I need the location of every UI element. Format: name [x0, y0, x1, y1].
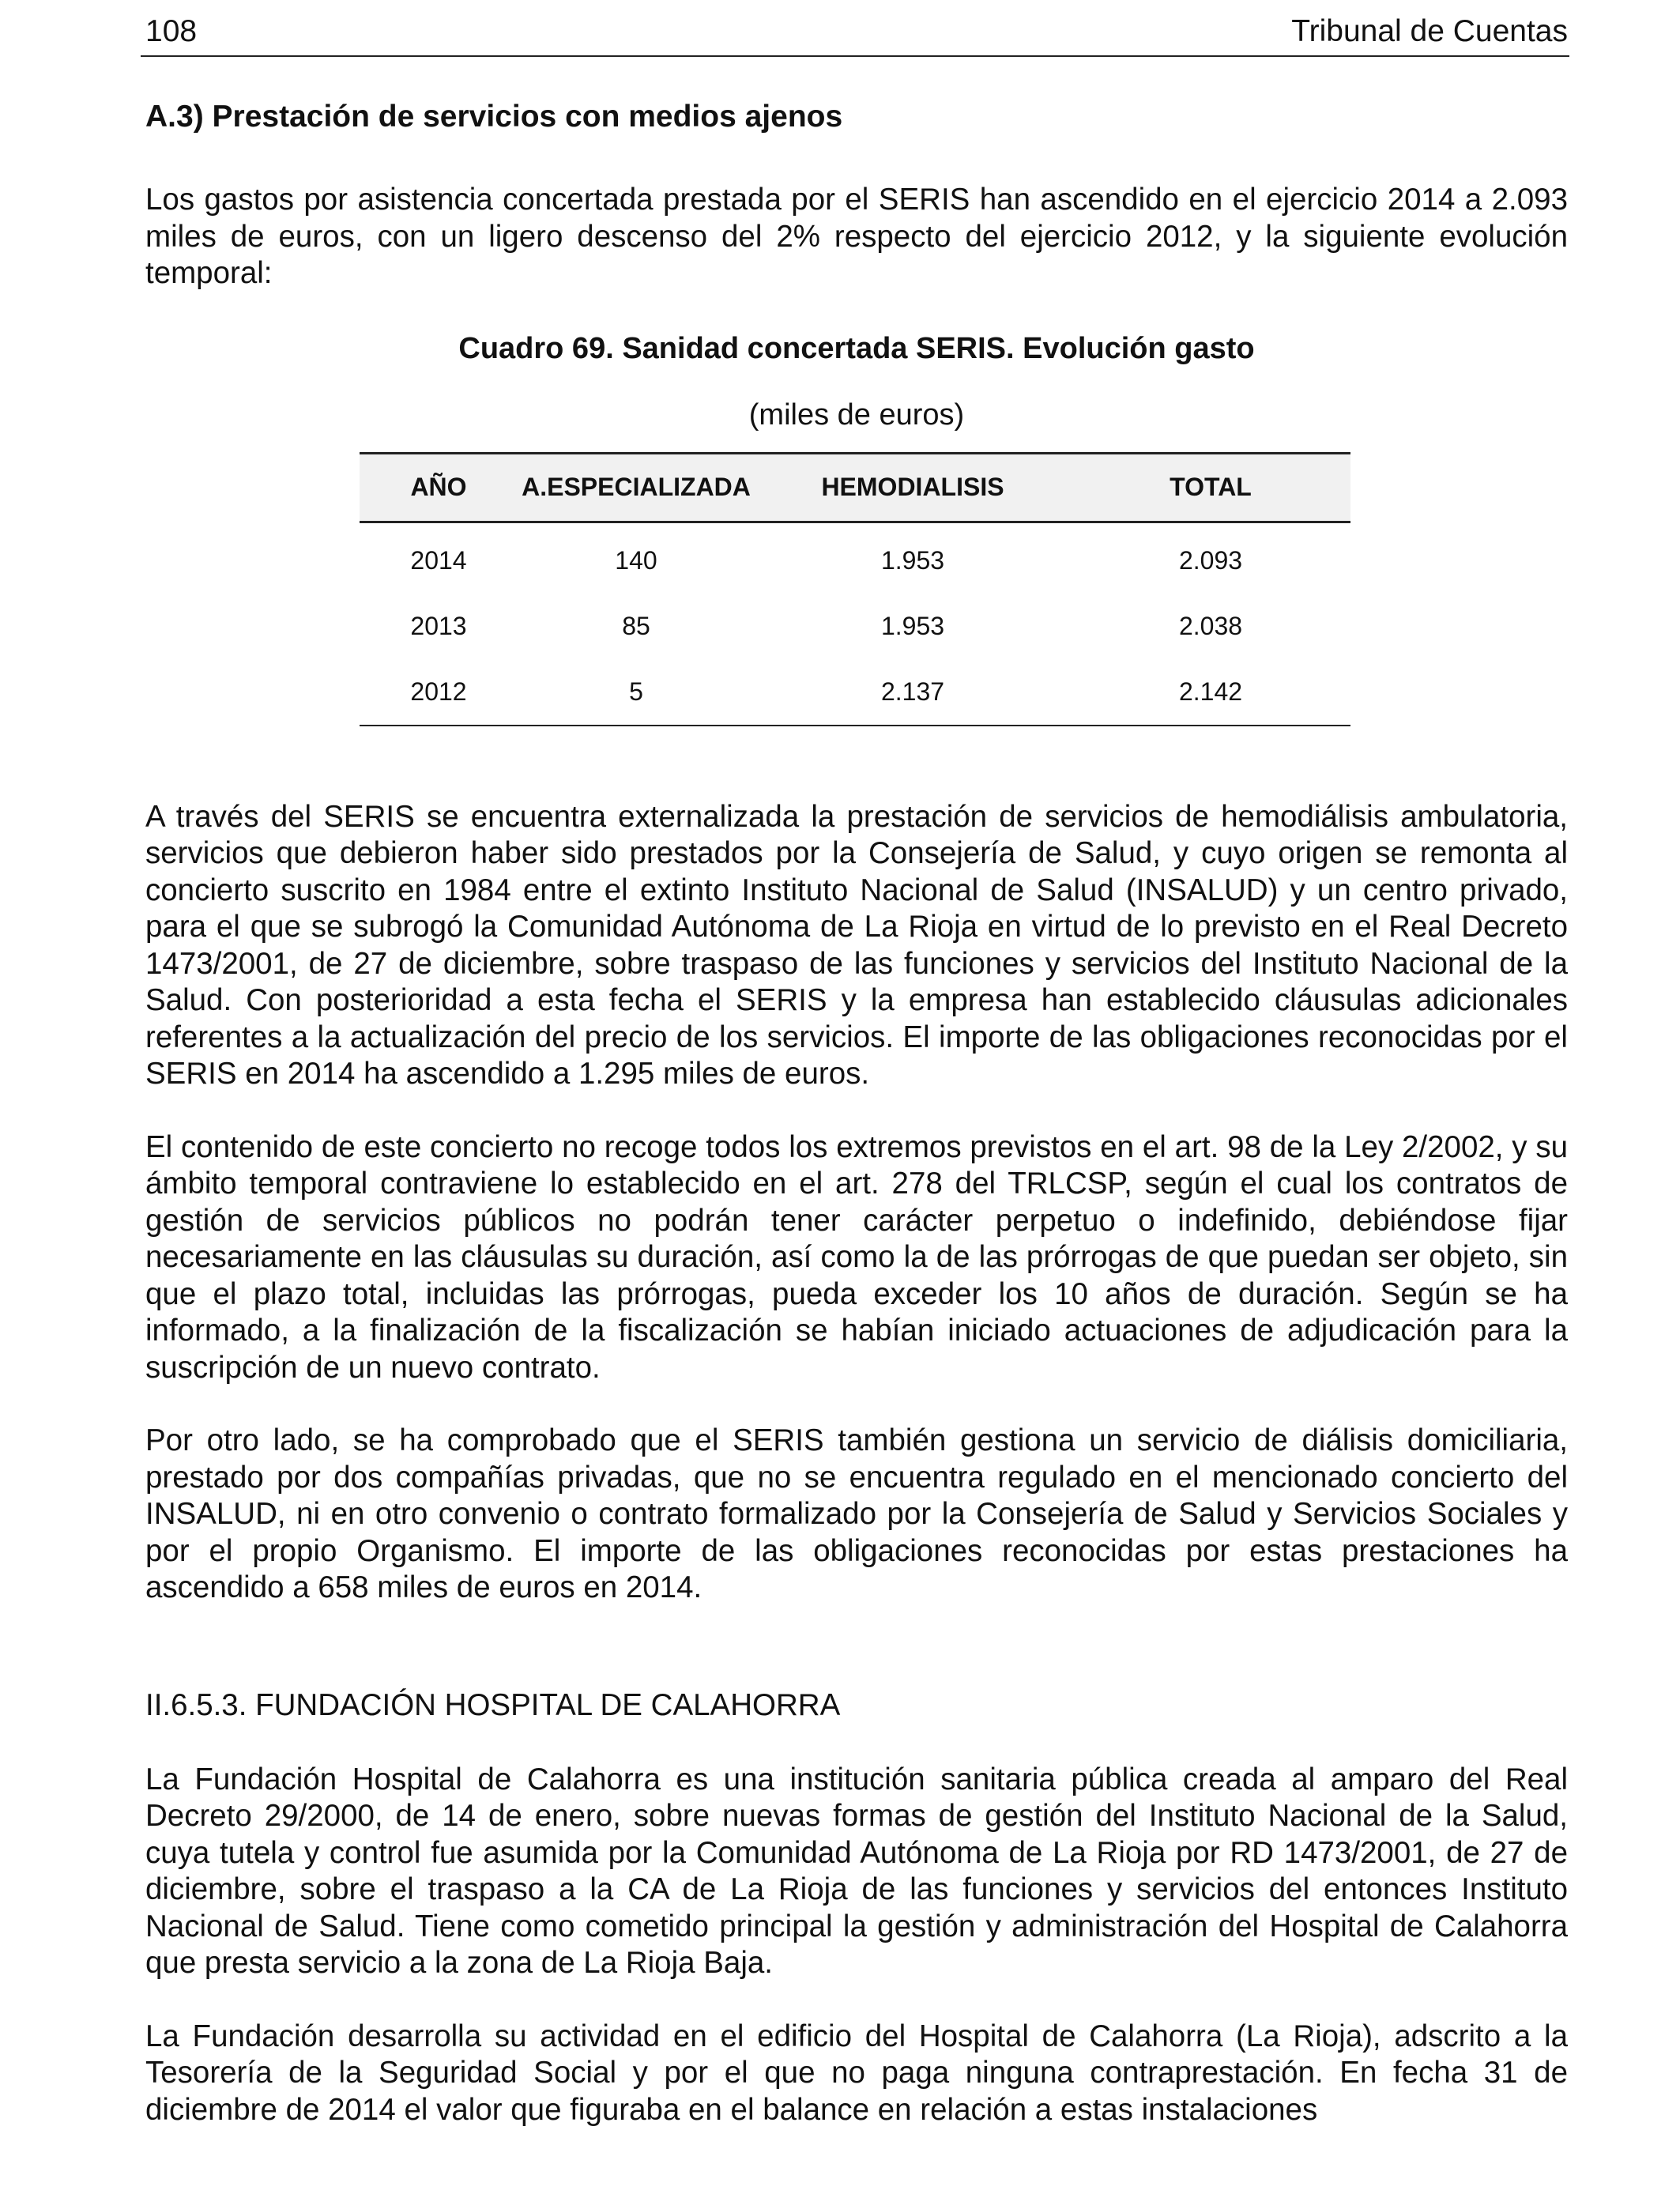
table-row [360, 659, 1350, 726]
header-year: AÑO [360, 453, 518, 522]
paragraph-hemodialysis: A través del SERIS se encuentra externalizada la prestación de servicios de hemodiálisis ambulatoria, servicios que debieron haber sido prestados por la Consejería de Salud, y cuyo origen se remonta al concierto suscrito en 1984 entre el extinto Instituto Nacional de Salud (INSALUD) y un centro privado, para el que se subrogó la Comunidad Autónoma de La Rioja en virtud de lo previsto en el Real Decreto 1473/2001, de 27 de diciembre, sobre traspaso de las funciones y servicios del Instituto Nacional de la Salud. Con posterioridad a esta fecha el SERIS y la empresa han establecido cláusulas adicionales referentes a la actualización del precio de los servicios. El importe de las obligaciones reconocidas por el SERIS en 2014 ha ascendido a 1.295 miles de euros. [145, 799, 1568, 1091]
page-content [145, 95, 1568, 2165]
cell-total: 2.038 [1178, 611, 1243, 640]
cell-year: 2012 [360, 659, 518, 726]
cell-hemodialysis: 2.137 [755, 659, 1071, 726]
subsection-heading: II.6.5.3. FUNDACIÓN HOSPITAL DE CALAHORRA [145, 1687, 841, 1722]
intro-paragraph: Los gastos por asistencia concertada prestada por el SERIS han ascendido en el ejercicio 2014 a 2.093 miles de euros, con un ligero descenso del 2% respecto del ejercicio 2012, y la siguiente evolución temporal: [145, 183, 1568, 290]
header-hemodialysis: HEMODIALISIS [755, 453, 1071, 522]
table-header-row [360, 453, 1350, 522]
header-specialized: A.ESPECIALIZADA [518, 453, 755, 522]
table-units: (miles de euros) [748, 398, 965, 432]
cell-total: 2.093 [1178, 545, 1243, 575]
cell-year: 2014 [410, 545, 467, 575]
cell-year: 2013 [410, 611, 467, 640]
paragraph-fundacion: La Fundación Hospital de Calahorra es una institución sanitaria pública creada al amparo del Real Decreto 29/2000, de 14 de enero, sobre nuevas formas de gestión del Instituto Nacional de la Salud, cuya tutela y control fue asumida por la Comunidad Autónoma de La Rioja por RD 1473/2001, de 27 de diciembre, sobre el traspaso a la CA de La Rioja de las funciones y servicios del entonces Instituto Nacional de Salud. Tiene como cometido principal la gestión y administración del Hospital de Calahorra que presta servicio a la zona de La Rioja Baja. [145, 1762, 1568, 1980]
cell-specialized: 5 [518, 659, 755, 726]
cell-hemodialysis: 1.953 [880, 611, 945, 640]
table-title: Cuadro 69. Sanidad concertada SERIS. Evolución gasto [458, 331, 1255, 365]
page-number: 108 [145, 14, 198, 48]
cell-specialized: 140 [615, 545, 657, 575]
table-row [360, 594, 1350, 659]
publication-name: Tribunal de Cuentas [1291, 14, 1568, 48]
cell-hemodialysis: 1.953 [880, 545, 945, 575]
expense-table [360, 452, 1350, 726]
section-title: A.3) Prestación de servicios con medios ajenos [145, 100, 843, 134]
header-total: TOTAL [1071, 453, 1350, 522]
page-header [141, 14, 1569, 57]
table-row [360, 522, 1350, 594]
paragraph-home-dialysis: Por otro lado, se ha comprobado que el SERIS también gestiona un servicio de diálisis domiciliaria, prestado por dos compañías privadas, que no se encuentra regulado en el mencionado concierto del INSALUD, ni en otro convenio o contrato formalizado por la Consejería de Salud y Servicios Sociales y por el propio Organismo. El importe de las obligaciones reconocidas por estas prestaciones ha ascendido a 658 miles de euros en 2014. [145, 1423, 1568, 1604]
cell-total: 2.142 [1071, 659, 1350, 726]
paragraph-concierto: El contenido de este concierto no recoge todos los extremos previstos en el art. 98 de la Ley 2/2002, y su ámbito temporal contraviene lo establecido en el art. 278 del TRLCSP, según el cual los contratos de gestión de servicios públicos no podrán tener carácter perpetuo o indefinido, debiéndose fijar necesariamente en las cláusulas su duración, así como la de las prórrogas de que puedan ser objeto, sin que el plazo total, incluidas las prórrogas, pueda exceder los 10 años de duración. Según se ha informado, a la finalización de la fiscalización se habían iniciado actuaciones de adjudicación para la suscripción de un nuevo contrato. [145, 1129, 1568, 1385]
paragraph-edificio: La Fundación desarrolla su actividad en el edificio del Hospital de Calahorra (La Rioja), adscrito a la Tesorería de la Seguridad Social y por el que no paga ninguna contraprestación. En fecha 31 de diciembre de 2014 el valor que figuraba en el balance en relación a estas instalaciones [145, 2019, 1568, 2127]
cell-specialized: 85 [622, 611, 650, 640]
